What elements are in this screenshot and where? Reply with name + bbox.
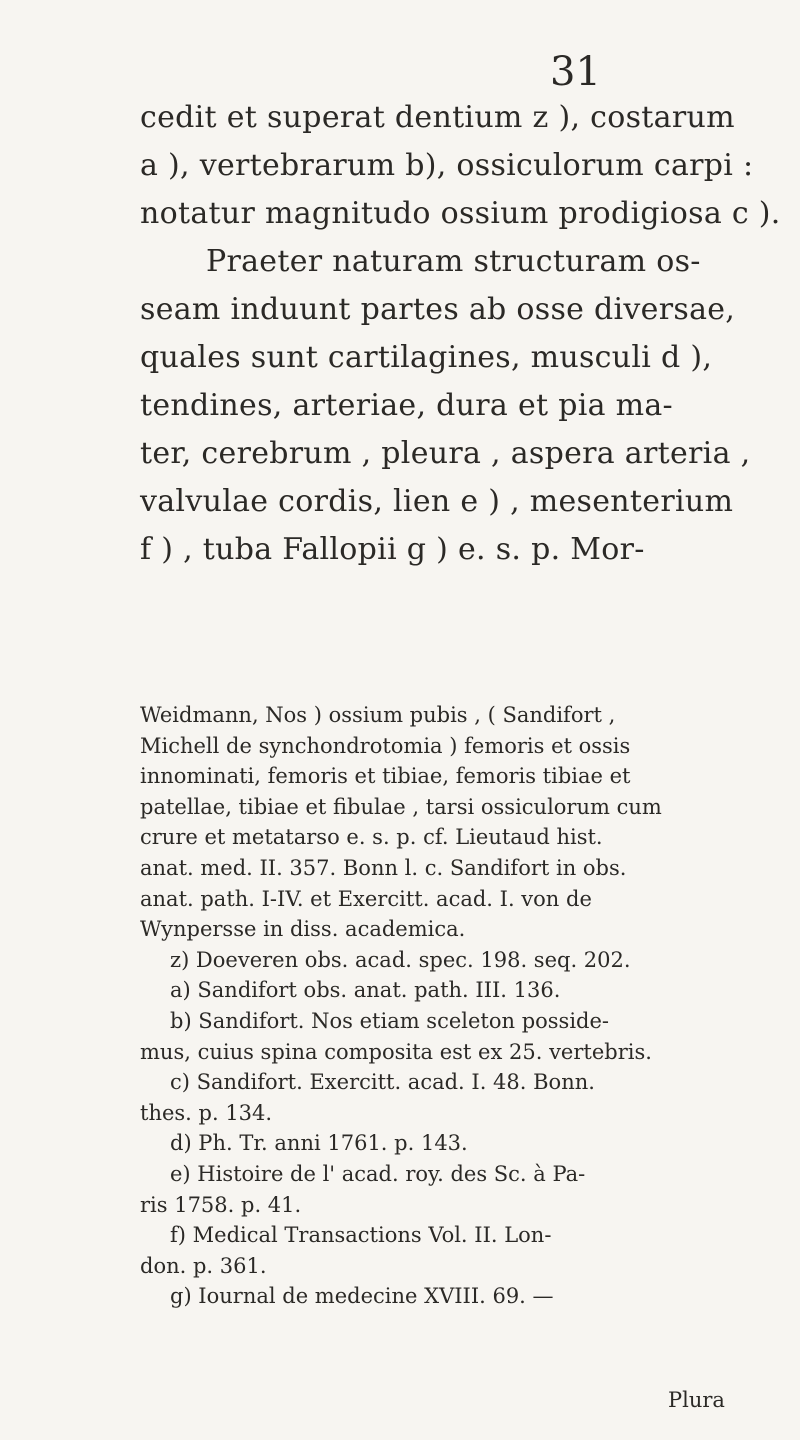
footnote-a: a) Sandifort obs. anat. path. III. 136. [170,978,561,1003]
footnote-f: f) Medical Transactions Vol. II. Lon- [170,1223,552,1248]
main-line: ter, cerebrum , pleura , aspera arteria , [140,436,751,471]
main-line: f ) , tuba Fallopii g ) e. s. p. Mor- [140,532,645,567]
footnote-c: c) Sandifort. Exercitt. acad. I. 48. Bonn. [170,1070,595,1095]
main-line: Praeter naturam structuram os- [206,244,701,279]
main-line: valvulae cordis, lien e ) , mesenterium [140,484,734,519]
note-line: Michell de synchondrotomia ) femoris et ossis [140,733,631,758]
main-line: cedit et superat dentium z ), costarum [140,100,735,135]
note-line: Weidmann, Nos ) ossium pubis , ( Sandifort , [140,703,616,727]
footnote-e: e) Histoire de l' acad. roy. des Sc. à Pa- [170,1161,586,1186]
note-line: patellae, tibiae et fibulae , tarsi ossiculorum cum [140,794,662,819]
main-line: a ), vertebrarum b), ossiculorum carpi : [140,148,754,183]
catchword: Plura [668,1388,725,1412]
note-line: mus, cuius spina composita est ex 25. vertebris. [140,1039,652,1064]
footnote-g: g) Iournal de medecine XVIII. 69. — [170,1284,554,1309]
note-line: anat. med. II. 357. Bonn l. c. Sandifort in obs. [140,855,627,880]
note-line: crure et metatarso e. s. p. cf. Lieutaud hist. [140,825,603,850]
main-line: quales sunt cartilagines, musculi d ), [140,340,713,375]
footnotes [140,700,740,1312]
note-line: ris 1758. p. 41. [140,1192,302,1217]
footnote-z: z) Doeveren obs. acad. spec. 198. seq. 202. [170,947,631,972]
note-line: Wynpersse in diss. academica. [140,917,466,942]
main-line: notatur magnitudo ossium prodigiosa c ). [140,196,781,231]
footnote-d: d) Ph. Tr. anni 1761. p. 143. [170,1131,468,1156]
main-text [140,94,781,574]
main-line: tendines, arteriae, dura et pia ma- [140,388,673,423]
note-line: don. p. 361. [140,1253,267,1278]
page-number: 31 [550,49,601,95]
main-line: seam induunt partes ab osse diversae, [140,292,736,327]
footnote-b: b) Sandifort. Nos etiam sceleton posside- [170,1008,610,1033]
note-line: innominati, femoris et tibiae, femoris tibiae et [140,764,631,789]
note-line: thes. p. 134. [140,1100,273,1125]
note-line: anat. path. I-IV. et Exercitt. acad. I. von de [140,886,592,911]
